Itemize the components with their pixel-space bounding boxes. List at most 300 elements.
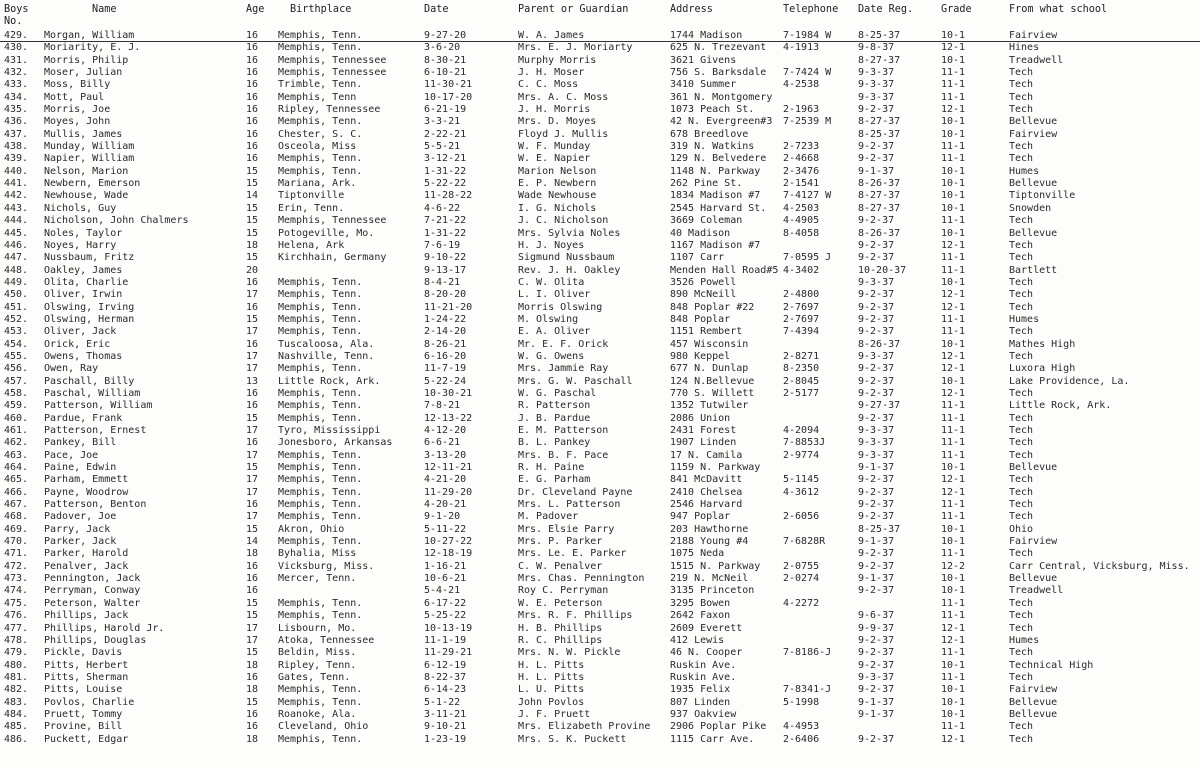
cell-date: 12-13-22 (424, 412, 473, 424)
cell-parent: E. A. Oliver (518, 326, 591, 338)
cell-grade: 12-1 (941, 239, 966, 251)
cell-parent: Mrs. D. Moyes (518, 116, 597, 128)
cell-name: Patterson, Ernest (44, 425, 147, 436)
cell-address: Ruskin Ave. (670, 659, 737, 671)
cell-birthplace: Memphis, Tenn. (278, 511, 363, 523)
cell-boys-no: 454. (4, 338, 29, 350)
cell-school: Humes (1009, 634, 1040, 646)
cell-date-reg: 9-2-37 (858, 486, 895, 498)
cell-birthplace: Memphis, Tenn. (278, 387, 363, 399)
cell-grade: 10-1 (941, 375, 966, 387)
cell-date: 9-13-17 (424, 264, 467, 276)
cell-birthplace: Gates, Tenn. (278, 671, 351, 683)
cell-school: Tech (1009, 104, 1034, 116)
cell-age: 15 (246, 523, 259, 535)
cell-boys-no: 442. (4, 190, 29, 202)
table-row (0, 437, 1200, 449)
cell-school: Fairview (1009, 536, 1058, 548)
cell-telephone: 7-4127 W (783, 190, 832, 202)
cell-birthplace: Memphis, Tenn. (278, 313, 363, 325)
cell-boys-no: 429. (4, 30, 29, 41)
cell-birthplace: Memphis, Tenn. (278, 412, 363, 424)
cell-age: 16 (246, 141, 259, 153)
cell-date: 8-26-21 (424, 338, 467, 350)
cell-grade: 12-1 (941, 387, 966, 399)
cell-parent: R. Patterson (518, 400, 591, 412)
cell-parent: Mrs. E. J. Moriarty (518, 42, 633, 54)
cell-date-reg: 9-2-37 (858, 733, 895, 745)
table-row (0, 623, 1200, 635)
cell-address: 980 Keppel (670, 350, 731, 362)
cell-date-reg: 9-3-37 (858, 67, 895, 79)
cell-name: Oliver, Irwin (44, 289, 123, 301)
cell-birthplace: Mercer, Tenn. (278, 573, 357, 585)
cell-address: 756 S. Barksdale (670, 67, 767, 79)
cell-telephone: 2-7697 (783, 301, 820, 313)
cell-birthplace: Akron, Ohio (278, 523, 345, 535)
cell-address: 2545 Harvard St. (670, 202, 767, 214)
cell-address: 1107 Carr (670, 252, 725, 264)
cell-date-reg: 9-2-37 (858, 141, 895, 153)
cell-birthplace: Trimble, Tenn. (278, 79, 363, 91)
cell-boys-no: 431. (4, 54, 29, 66)
cell-birthplace: Roanoke, Ala. (278, 708, 357, 720)
cell-grade: 10-1 (941, 462, 966, 474)
cell-date: 11-30-21 (424, 79, 473, 91)
cell-age: 16 (246, 585, 259, 597)
cell-address: 2906 Poplar Pike (670, 721, 767, 733)
cell-address: 1352 Tutwiler (670, 400, 749, 412)
cell-address: 3669 Coleman (670, 215, 743, 227)
cell-grade: 10-1 (941, 585, 966, 597)
cell-name: Pace, Joe (44, 449, 99, 461)
cell-birthplace: Memphis, Tennessee (278, 67, 387, 79)
cell-grade: 10-1 (941, 227, 966, 239)
table-row (0, 326, 1200, 338)
table-row (0, 153, 1200, 165)
cell-grade: 10-1 (941, 165, 966, 177)
table-row (0, 536, 1200, 548)
cell-date-reg: 8-25-37 (858, 523, 901, 535)
cell-date: 11-29-21 (424, 647, 473, 659)
cell-date: 6-6-21 (424, 437, 461, 449)
cell-telephone: 4-2094 (783, 425, 820, 436)
cell-parent: E. P. Newbern (518, 178, 597, 190)
cell-birthplace: Atoka, Tennessee (278, 634, 375, 646)
cell-date-reg: 9-2-37 (858, 215, 895, 227)
cell-address: 1148 N. Parkway (670, 165, 761, 177)
cell-name: Olswing, Herman (44, 313, 135, 325)
header-boys-no: Boys No. (4, 4, 29, 27)
cell-date: 4-21-20 (424, 474, 467, 486)
cell-boys-no: 480. (4, 659, 29, 671)
cell-telephone: 7-8186-J (783, 647, 832, 659)
cell-date-reg: 9-2-37 (858, 252, 895, 264)
cell-parent: H. B. Phillips (518, 622, 603, 634)
table-row (0, 548, 1200, 560)
cell-date: 9-1-20 (424, 511, 461, 523)
cell-parent: W. G. Paschal (518, 387, 597, 399)
cell-address: 947 Poplar (670, 511, 731, 523)
cell-telephone: 4-4953 (783, 721, 820, 733)
cell-age: 18 (246, 733, 259, 745)
cell-name: Munday, William (44, 141, 135, 153)
cell-grade: 11-1 (941, 215, 966, 227)
cell-date-reg: 8-26-37 (858, 178, 901, 190)
cell-date: 3-11-21 (424, 708, 467, 720)
cell-name: Puckett, Edgar (44, 733, 129, 745)
cell-birthplace: Jonesboro, Arkansas (278, 437, 393, 449)
cell-grade: 11-1 (941, 721, 966, 733)
cell-grade: 10-1 (941, 338, 966, 350)
cell-birthplace: Memphis, Tenn. (278, 536, 363, 548)
cell-address: 219 N. McNeil (670, 573, 749, 585)
cell-boys-no: 476. (4, 610, 29, 622)
cell-parent: Murphy Morris (518, 54, 597, 66)
cell-school: Tech (1009, 79, 1034, 91)
cell-boys-no: 478. (4, 634, 29, 646)
cell-parent: Rev. J. H. Oakley (518, 264, 621, 276)
cell-date-reg: 9-2-37 (858, 659, 895, 671)
cell-address: 678 Breedlove (670, 128, 749, 140)
cell-date: 3-12-21 (424, 153, 467, 165)
cell-age: 16 (246, 301, 259, 313)
cell-boys-no: 462. (4, 437, 29, 449)
cell-grade: 10-1 (941, 573, 966, 585)
cell-telephone: 7-6828R (783, 536, 826, 548)
cell-address: 937 Oakview (670, 708, 737, 720)
cell-address: 1151 Rembert (670, 326, 743, 338)
cell-parent: W. F. Munday (518, 141, 591, 153)
cell-parent: M. Padover (518, 511, 579, 523)
cell-date-reg: 9-3-37 (858, 437, 895, 449)
cell-grade: 12-1 (941, 634, 966, 646)
cell-school: Tech (1009, 387, 1034, 399)
cell-parent: Mrs. S. K. Puckett (518, 733, 627, 745)
cell-name: Patterson, William (44, 400, 153, 412)
cell-birthplace: Memphis, Tenn (278, 91, 357, 103)
cell-parent: J. C. Nicholson (518, 215, 609, 227)
cell-telephone: 2-0755 (783, 560, 820, 572)
cell-name: Mullis, James (44, 128, 123, 140)
cell-age: 17 (246, 363, 259, 375)
cell-date-reg: 8-27-37 (858, 190, 901, 202)
cell-grade: 10-1 (941, 684, 966, 696)
cell-telephone: 4-1913 (783, 42, 820, 54)
cell-age: 15 (246, 696, 259, 708)
cell-name: Noyes, Harry (44, 239, 117, 251)
cell-school: Tech (1009, 412, 1034, 424)
cell-school: Tech (1009, 67, 1034, 79)
table-row (0, 339, 1200, 351)
cell-name: Pennington, Jack (44, 573, 141, 585)
cell-date: 5-22-24 (424, 375, 467, 387)
cell-telephone: 4-2538 (783, 79, 820, 91)
cell-grade: 11-1 (941, 499, 966, 511)
cell-date-reg: 9-2-37 (858, 412, 895, 424)
cell-boys-no: 457. (4, 375, 29, 387)
cell-date-reg: 9-2-37 (858, 104, 895, 116)
cell-parent: B. L. Pankey (518, 437, 591, 449)
cell-date: 6-10-21 (424, 67, 467, 79)
cell-date-reg: 8-26-37 (858, 338, 901, 350)
cell-address: 3621 Givens (670, 54, 737, 66)
cell-telephone: 4-3402 (783, 264, 820, 276)
cell-boys-no: 440. (4, 165, 29, 177)
cell-date: 4-20-21 (424, 499, 467, 511)
cell-school: Snowden (1009, 202, 1052, 214)
cell-birthplace: Memphis, Tenn. (278, 449, 363, 461)
cell-birthplace: Memphis, Tenn. (278, 301, 363, 313)
cell-date: 5-11-22 (424, 523, 467, 535)
table-row (0, 400, 1200, 412)
cell-age: 16 (246, 42, 259, 54)
cell-parent: Mrs. Sylvia Noles (518, 227, 621, 239)
cell-date: 5-4-21 (424, 585, 461, 597)
cell-date-reg: 9-2-37 (858, 647, 895, 659)
cell-telephone: 4-2272 (783, 597, 820, 609)
cell-date: 7-6-19 (424, 239, 461, 251)
cell-grade: 10-1 (941, 30, 966, 41)
cell-address: 319 N. Watkins (670, 141, 755, 153)
cell-address: 2188 Young #4 (670, 536, 749, 548)
cell-address: 17 N. Camila (670, 449, 743, 461)
cell-school: Ohio (1009, 523, 1034, 535)
table-row (0, 104, 1200, 116)
cell-telephone: 7-1984 W (783, 30, 832, 41)
cell-school: Bellevue (1009, 573, 1058, 585)
cell-age: 15 (246, 215, 259, 227)
cell-birthplace: Memphis, Tenn. (278, 116, 363, 128)
cell-telephone: 2-4668 (783, 153, 820, 165)
cell-school: Bellevue (1009, 178, 1058, 190)
cell-date-reg: 9-8-37 (858, 42, 895, 54)
cell-birthplace: Little Rock, Ark. (278, 375, 381, 387)
cell-date: 5-22-22 (424, 178, 467, 190)
cell-parent: J. B. Pardue (518, 412, 591, 424)
cell-name: Orick, Eric (44, 338, 111, 350)
cell-name: Nussbaum, Fritz (44, 252, 135, 264)
cell-parent: W. A. James (518, 30, 585, 41)
cell-boys-no: 465. (4, 474, 29, 486)
cell-boys-no: 443. (4, 202, 29, 214)
table-row (0, 67, 1200, 79)
cell-parent: Morris Olswing (518, 301, 603, 313)
cell-name: Pickle, Davis (44, 647, 123, 659)
cell-school: Luxora High (1009, 363, 1076, 375)
cell-age: 16 (246, 30, 259, 41)
cell-birthplace: Lisbourn, Mo. (278, 622, 357, 634)
cell-boys-no: 464. (4, 462, 29, 474)
cell-boys-no: 434. (4, 91, 29, 103)
cell-birthplace: Byhalia, Miss (278, 548, 357, 560)
cell-name: Olswing, Irving (44, 301, 135, 313)
cell-grade: 12-1 (941, 622, 966, 634)
cell-date-reg: 8-25-37 (858, 30, 901, 41)
cell-age: 15 (246, 165, 259, 177)
cell-date: 11-7-19 (424, 363, 467, 375)
table-row (0, 42, 1200, 54)
cell-telephone: 2-5177 (783, 387, 820, 399)
cell-grade: 10-1 (941, 696, 966, 708)
cell-address: 203 Hawthorne (670, 523, 749, 535)
table-row (0, 487, 1200, 499)
cell-name: Morgan, William (44, 30, 135, 41)
cell-date-reg: 9-2-37 (858, 326, 895, 338)
cell-school: Technical High (1009, 659, 1094, 671)
cell-date: 4-6-22 (424, 202, 461, 214)
cell-boys-no: 468. (4, 511, 29, 523)
cell-date-reg: 10-20-37 (858, 264, 907, 276)
cell-date: 6-16-20 (424, 350, 467, 362)
cell-school: Mathes High (1009, 338, 1076, 350)
cell-date: 8-22-37 (424, 671, 467, 683)
cell-birthplace: Cleveland, Ohio (278, 721, 369, 733)
cell-school: Bellevue (1009, 708, 1058, 720)
cell-grade: 10-1 (941, 116, 966, 128)
cell-age: 15 (246, 252, 259, 264)
cell-parent: John Povlos (518, 696, 585, 708)
cell-boys-no: 455. (4, 350, 29, 362)
table-row (0, 376, 1200, 388)
cell-age: 17 (246, 326, 259, 338)
cell-school: Humes (1009, 165, 1040, 177)
cell-address: 841 McDavitt (670, 474, 743, 486)
cell-date-reg: 9-1-37 (858, 536, 895, 548)
header-telephone: Telephone (783, 4, 839, 15)
cell-birthplace: Vicksburg, Miss. (278, 560, 375, 572)
header-grade: Grade (941, 4, 972, 15)
cell-address: 412 Lewis (670, 634, 725, 646)
cell-parent: H. L. Pitts (518, 671, 585, 683)
cell-date-reg: 9-1-37 (858, 708, 895, 720)
table-row (0, 499, 1200, 511)
cell-boys-no: 475. (4, 597, 29, 609)
cell-age: 15 (246, 647, 259, 659)
cell-name: Nichols, Guy (44, 202, 117, 214)
cell-date: 10-17-20 (424, 91, 473, 103)
cell-birthplace: Nashville, Tenn. (278, 350, 375, 362)
cell-grade: 10-1 (941, 523, 966, 535)
cell-name: Nicholson, John Chalmers (44, 215, 189, 227)
cell-boys-no: 467. (4, 499, 29, 511)
cell-name: Pruett, Tommy (44, 708, 123, 720)
cell-grade: 10-1 (941, 276, 966, 288)
cell-school: Tech (1009, 548, 1034, 560)
cell-birthplace: Memphis, Tenn. (278, 153, 363, 165)
cell-name: Oliver, Jack (44, 326, 117, 338)
cell-birthplace: Memphis, Tenn. (278, 326, 363, 338)
cell-date-reg: 9-2-37 (858, 548, 895, 560)
cell-grade: 11-1 (941, 449, 966, 461)
cell-age: 17 (246, 289, 259, 301)
cell-age: 15 (246, 227, 259, 239)
cell-age: 16 (246, 338, 259, 350)
cell-telephone: 4-4905 (783, 215, 820, 227)
cell-date-reg: 8-27-37 (858, 202, 901, 214)
cell-telephone: 2-6406 (783, 733, 820, 745)
cell-boys-no: 485. (4, 721, 29, 733)
cell-school: Lake Providence, La. (1009, 375, 1130, 387)
cell-date-reg: 9-2-37 (858, 313, 895, 325)
cell-name: Moser, Julian (44, 67, 123, 79)
table-row (0, 252, 1200, 264)
cell-boys-no: 463. (4, 449, 29, 461)
cell-date-reg: 9-9-37 (858, 622, 895, 634)
cell-school: Treadwell (1009, 54, 1064, 66)
cell-birthplace: Tyro, Mississippi (278, 425, 381, 436)
cell-birthplace: Tuscaloosa, Ala. (278, 338, 375, 350)
cell-date: 7-8-21 (424, 400, 461, 412)
cell-birthplace: Memphis, Tenn. (278, 474, 363, 486)
cell-age: 16 (246, 54, 259, 66)
cell-school: Tech (1009, 239, 1034, 251)
cell-boys-no: 444. (4, 215, 29, 227)
cell-age: 16 (246, 499, 259, 511)
cell-school: Tech (1009, 610, 1034, 622)
cell-grade: 12-1 (941, 104, 966, 116)
cell-boys-no: 436. (4, 116, 29, 128)
cell-date: 2-22-21 (424, 128, 467, 140)
cell-birthplace: Helena, Ark (278, 239, 345, 251)
table-row (0, 573, 1200, 585)
cell-name: Noles, Taylor (44, 227, 123, 239)
cell-date-reg: 9-2-37 (858, 474, 895, 486)
cell-birthplace: Memphis, Tennessee (278, 54, 387, 66)
cell-age: 16 (246, 437, 259, 449)
table-row (0, 697, 1200, 709)
cell-school: Fairview (1009, 30, 1058, 41)
cell-school: Tech (1009, 671, 1034, 683)
cell-school: Tech (1009, 301, 1034, 313)
cell-grade: 12-1 (941, 301, 966, 313)
cell-boys-no: 451. (4, 301, 29, 313)
cell-name: Paschall, Billy (44, 375, 135, 387)
cell-date: 8-4-21 (424, 276, 461, 288)
header-school: From what school (1009, 4, 1108, 15)
cell-parent: Wade Newhouse (518, 190, 597, 202)
table-row (0, 734, 1200, 746)
cell-boys-no: 486. (4, 733, 29, 745)
cell-parent: C. W. Olita (518, 276, 585, 288)
cell-birthplace: Memphis, Tenn. (278, 733, 363, 745)
cell-boys-no: 453. (4, 326, 29, 338)
cell-name: Parker, Jack (44, 536, 117, 548)
cell-date: 10-30-21 (424, 387, 473, 399)
cell-address: 1907 Linden (670, 437, 737, 449)
cell-name: Morris, Joe (44, 104, 111, 116)
table-row (0, 413, 1200, 425)
table-row (0, 524, 1200, 536)
table-row (0, 178, 1200, 190)
cell-age: 15 (246, 462, 259, 474)
cell-telephone: 2-9774 (783, 449, 820, 461)
cell-boys-no: 439. (4, 153, 29, 165)
cell-school: Tech (1009, 449, 1034, 461)
cell-date: 5-1-22 (424, 696, 461, 708)
cell-grade: 12-1 (941, 486, 966, 498)
cell-age: 16 (246, 128, 259, 140)
cell-birthplace: Memphis, Tenn. (278, 610, 363, 622)
cell-age: 17 (246, 511, 259, 523)
cell-grade: 11-1 (941, 326, 966, 338)
table-row (0, 302, 1200, 314)
cell-name: Peterson, Walter (44, 597, 141, 609)
table-row (0, 425, 1200, 437)
table-row (0, 462, 1200, 474)
cell-boys-no: 474. (4, 585, 29, 597)
cell-name: Moriarity, E. J. (44, 42, 141, 54)
